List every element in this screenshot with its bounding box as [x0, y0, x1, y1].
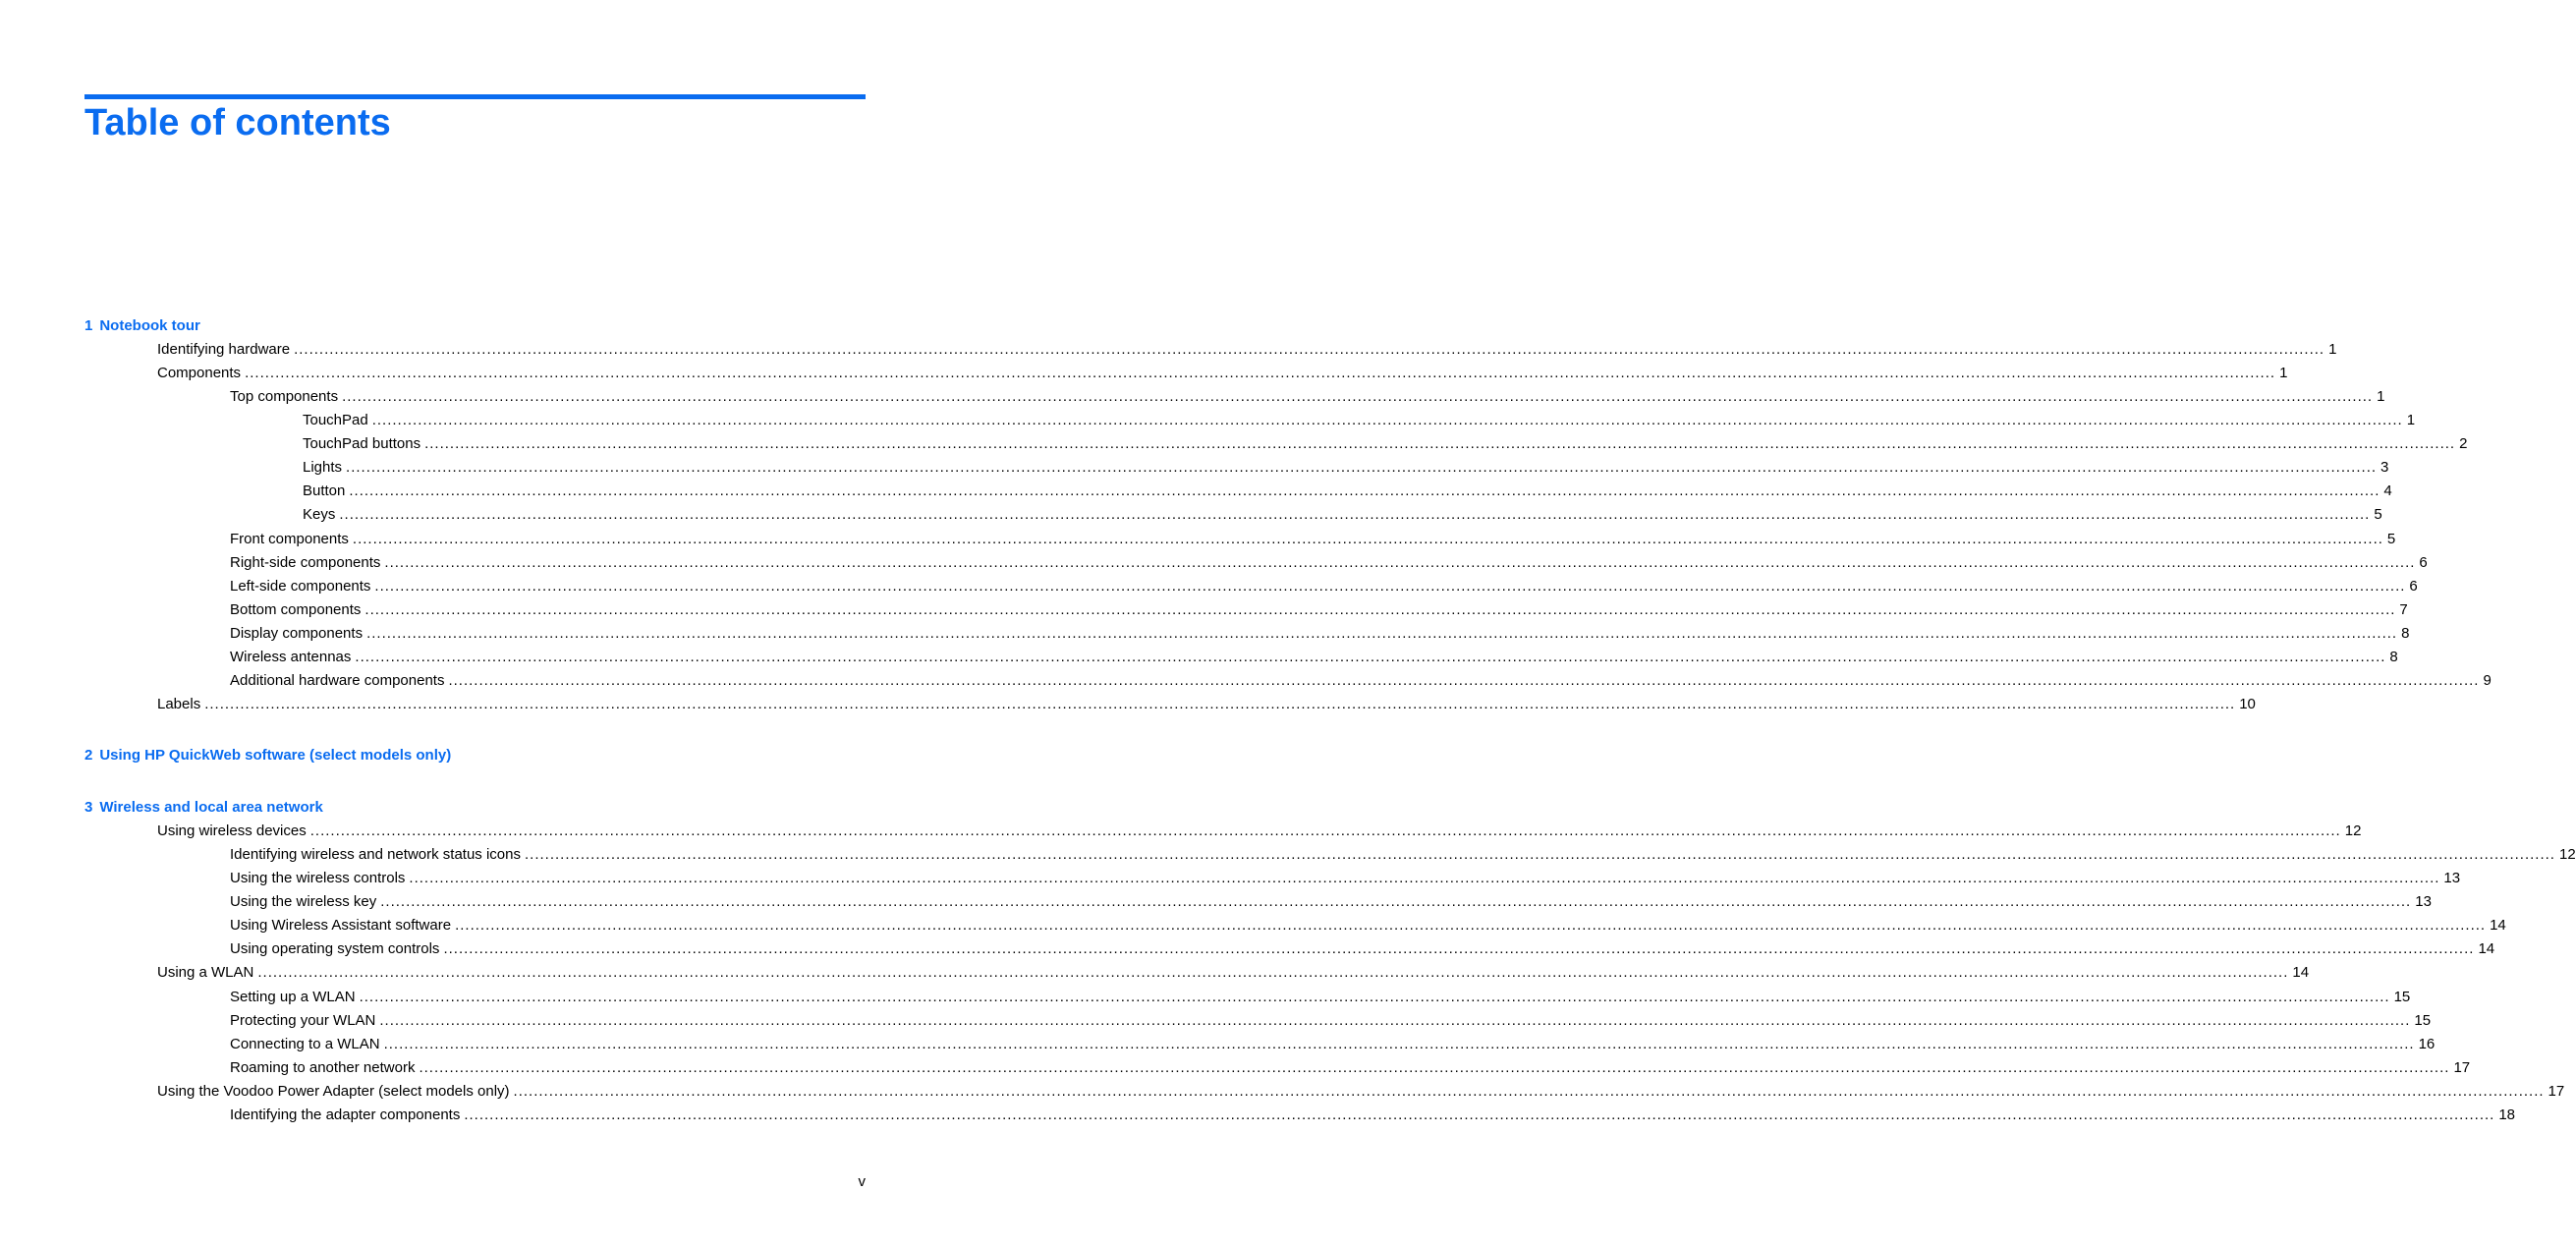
- toc-entry-page: 17: [2548, 1083, 2565, 1100]
- toc-entry-page: 15: [2414, 1012, 2432, 1029]
- toc-entry-page: 13: [2415, 893, 2432, 910]
- toc-entry[interactable]: [230, 648, 2398, 667]
- toc-entry-title: Keys: [303, 506, 336, 523]
- toc-entry-title: Using a WLAN: [157, 964, 254, 981]
- toc-entry-page: 1: [2279, 365, 2288, 381]
- toc-entry-title: TouchPad buttons: [303, 435, 421, 452]
- toc-entry-page: 3: [2380, 459, 2389, 476]
- toc-entry[interactable]: [230, 671, 2492, 691]
- toc-entry[interactable]: [157, 364, 2288, 383]
- toc-entry-title: Display components: [230, 625, 364, 642]
- toc-entry[interactable]: [230, 1058, 2471, 1078]
- dot-leader: ................................................................................................................................................................................................................................................................................................................................................................................................................: [448, 672, 2480, 689]
- toc-entry-page: 4: [2383, 482, 2392, 499]
- toc-entry-page: 6: [2419, 554, 2428, 571]
- toc-entry-page: 7: [2399, 601, 2408, 618]
- chapter-title: Wireless and local area network: [99, 799, 323, 816]
- toc-entry-page: 14: [2292, 964, 2310, 981]
- dot-leader: ................................................................................................................................................................................................................................................................................................................................................................................................................: [349, 482, 2380, 499]
- toc-entry[interactable]: [230, 892, 2432, 912]
- toc-entry-page: 2: [2459, 435, 2468, 452]
- toc-entry-title: Components: [157, 365, 242, 381]
- toc-entry-title: TouchPad: [303, 412, 368, 428]
- toc-entry-page: 5: [2386, 531, 2396, 547]
- toc-entry-title: Identifying wireless and network status icons: [230, 846, 521, 863]
- toc-entry-page: 9: [2483, 672, 2492, 689]
- dot-leader: ................................................................................................................................................................................................................................................................................................................................................................................................................: [464, 1106, 2495, 1123]
- toc-entry-page: 12: [2558, 846, 2576, 863]
- toc-entry[interactable]: [230, 939, 2495, 959]
- toc-entry-page: 15: [2393, 989, 2411, 1005]
- dot-leader: ................................................................................................................................................................................................................................................................................................................................................................................................................: [346, 459, 2378, 476]
- toc-entry[interactable]: [230, 624, 2410, 644]
- dot-leader: ................................................................................................................................................................................................................................................................................................................................................................................................................: [424, 435, 2456, 452]
- toc-entry-page: 14: [2490, 917, 2506, 934]
- dot-leader: ................................................................................................................................................................................................................................................................................................................................................................................................................: [524, 846, 2555, 863]
- toc-entry-title: Left-side components: [230, 578, 371, 595]
- toc-entry-title: Using operating system controls: [230, 940, 440, 957]
- dot-leader: ................................................................................................................................................................................................................................................................................................................................................................................................................: [379, 1012, 2411, 1029]
- toc-entry-title: Using Wireless Assistant software: [230, 917, 452, 934]
- toc-entry[interactable]: [230, 387, 2385, 407]
- dot-leader: ................................................................................................................................................................................................................................................................................................................................................................................................................: [364, 601, 2396, 618]
- toc-entry-title: Bottom components: [230, 601, 362, 618]
- toc-entry-page: 18: [2498, 1106, 2516, 1123]
- toc-entry-page: 5: [2374, 506, 2382, 523]
- toc-entry[interactable]: [230, 577, 2418, 596]
- toc-entry[interactable]: [230, 869, 2461, 888]
- toc-entry-title: Roaming to another network: [230, 1059, 416, 1076]
- toc-entry-title: Identifying hardware: [157, 341, 291, 358]
- toc-entry[interactable]: [303, 434, 2468, 454]
- toc-entry-page: 17: [2453, 1059, 2471, 1076]
- toc-entry[interactable]: [230, 845, 2576, 865]
- page-number: v: [858, 1173, 866, 1190]
- toc-entry[interactable]: [157, 340, 2337, 360]
- dot-leader: ................................................................................................................................................................................................................................................................................................................................................................................................................: [257, 964, 2289, 981]
- toc-entry-title: Labels: [157, 696, 201, 712]
- toc-entry[interactable]: [303, 505, 2382, 525]
- chapter-number: 2: [84, 747, 93, 764]
- toc-entry-title: Button: [303, 482, 346, 499]
- chapter-heading[interactable]: [84, 316, 200, 336]
- dot-leader: ................................................................................................................................................................................................................................................................................................................................................................................................................: [366, 625, 2398, 642]
- toc-entry-title: Wireless antennas: [230, 649, 352, 665]
- toc-entry-title: Using the wireless key: [230, 893, 377, 910]
- toc-entry[interactable]: [303, 411, 2416, 430]
- dot-leader: ................................................................................................................................................................................................................................................................................................................................................................................................................: [380, 893, 2412, 910]
- dot-leader: ................................................................................................................................................................................................................................................................................................................................................................................................................: [374, 578, 2406, 595]
- toc-entry-page: 12: [2344, 823, 2362, 839]
- toc-entry[interactable]: [157, 963, 2310, 983]
- dot-leader: ................................................................................................................................................................................................................................................................................................................................................................................................................: [339, 506, 2371, 523]
- toc-entry[interactable]: [303, 482, 2392, 501]
- toc-entry[interactable]: [157, 822, 2362, 841]
- toc-entry-title: Connecting to a WLAN: [230, 1036, 380, 1052]
- chapter-title: Using HP QuickWeb software (select models only): [99, 747, 452, 764]
- toc-entry-title: Identifying the adapter components: [230, 1106, 461, 1123]
- dot-leader: ................................................................................................................................................................................................................................................................................................................................................................................................................: [352, 531, 2383, 547]
- dot-leader: ................................................................................................................................................................................................................................................................................................................................................................................................................: [443, 940, 2475, 957]
- toc-entry-page: 6: [2409, 578, 2418, 595]
- toc-entry-title: Lights: [303, 459, 343, 476]
- dot-leader: ................................................................................................................................................................................................................................................................................................................................................................................................................: [409, 870, 2440, 886]
- page-title: Table of contents: [84, 102, 391, 143]
- toc-entry-title: Right-side components: [230, 554, 381, 571]
- chapter-title: Notebook tour: [99, 317, 200, 334]
- toc-entry-title: Protecting your WLAN: [230, 1012, 376, 1029]
- toc-entry-title: Top components: [230, 388, 339, 405]
- toc-entry[interactable]: [230, 530, 2396, 549]
- toc-entry-title: Front components: [230, 531, 349, 547]
- toc-entry[interactable]: [230, 553, 2428, 573]
- toc-entry-page: 1: [2406, 412, 2416, 428]
- toc-entry-page: 13: [2443, 870, 2461, 886]
- dot-leader: ................................................................................................................................................................................................................................................................................................................................................................................................................: [342, 388, 2374, 405]
- toc-entry[interactable]: [230, 1035, 2436, 1054]
- chapter-heading[interactable]: [84, 746, 451, 766]
- toc-entry[interactable]: [230, 1011, 2432, 1031]
- dot-leader: ................................................................................................................................................................................................................................................................................................................................................................................................................: [294, 341, 2325, 358]
- dot-leader: ................................................................................................................................................................................................................................................................................................................................................................................................................: [455, 917, 2487, 934]
- toc-entry[interactable]: [230, 916, 2506, 936]
- dot-leader: ................................................................................................................................................................................................................................................................................................................................................................................................................: [513, 1083, 2545, 1100]
- toc-entry-title: Additional hardware components: [230, 672, 445, 689]
- toc-entry-page: 8: [2389, 649, 2398, 665]
- toc-entry[interactable]: [230, 600, 2408, 620]
- toc-entry[interactable]: [230, 988, 2411, 1007]
- dot-leader: ................................................................................................................................................................................................................................................................................................................................................................................................................: [371, 412, 2403, 428]
- toc-entry-title: Using wireless devices: [157, 823, 307, 839]
- chapter-number: 1: [84, 317, 93, 334]
- dot-leader: ................................................................................................................................................................................................................................................................................................................................................................................................................: [309, 823, 2341, 839]
- dot-leader: ................................................................................................................................................................................................................................................................................................................................................................................................................: [245, 365, 2276, 381]
- dot-leader: ................................................................................................................................................................................................................................................................................................................................................................................................................: [359, 989, 2390, 1005]
- toc-entry-page: 8: [2401, 625, 2410, 642]
- toc-entry-page: 14: [2478, 940, 2495, 957]
- dot-leader: ................................................................................................................................................................................................................................................................................................................................................................................................................: [419, 1059, 2450, 1076]
- toc-entry-page: 16: [2418, 1036, 2436, 1052]
- toc-entry[interactable]: [157, 695, 2256, 714]
- dot-leader: ................................................................................................................................................................................................................................................................................................................................................................................................................: [384, 554, 2416, 571]
- toc-entry-title: Setting up a WLAN: [230, 989, 356, 1005]
- toc-entry-title: Using the Voodoo Power Adapter (select models only): [157, 1083, 510, 1100]
- toc-entry-page: 10: [2239, 696, 2256, 712]
- chapter-heading[interactable]: [84, 798, 323, 818]
- toc-entry[interactable]: [303, 458, 2389, 478]
- toc-entry[interactable]: [157, 1082, 2565, 1102]
- chapter-number: 3: [84, 799, 93, 816]
- toc-entry-page: 1: [2377, 388, 2385, 405]
- dot-leader: ................................................................................................................................................................................................................................................................................................................................................................................................................: [383, 1036, 2415, 1052]
- dot-leader: ................................................................................................................................................................................................................................................................................................................................................................................................................: [355, 649, 2386, 665]
- dot-leader: ................................................................................................................................................................................................................................................................................................................................................................................................................: [204, 696, 2236, 712]
- toc-entry-page: 1: [2328, 341, 2337, 358]
- toc-entry-title: Using the wireless controls: [230, 870, 406, 886]
- toc-entry[interactable]: [230, 1106, 2516, 1125]
